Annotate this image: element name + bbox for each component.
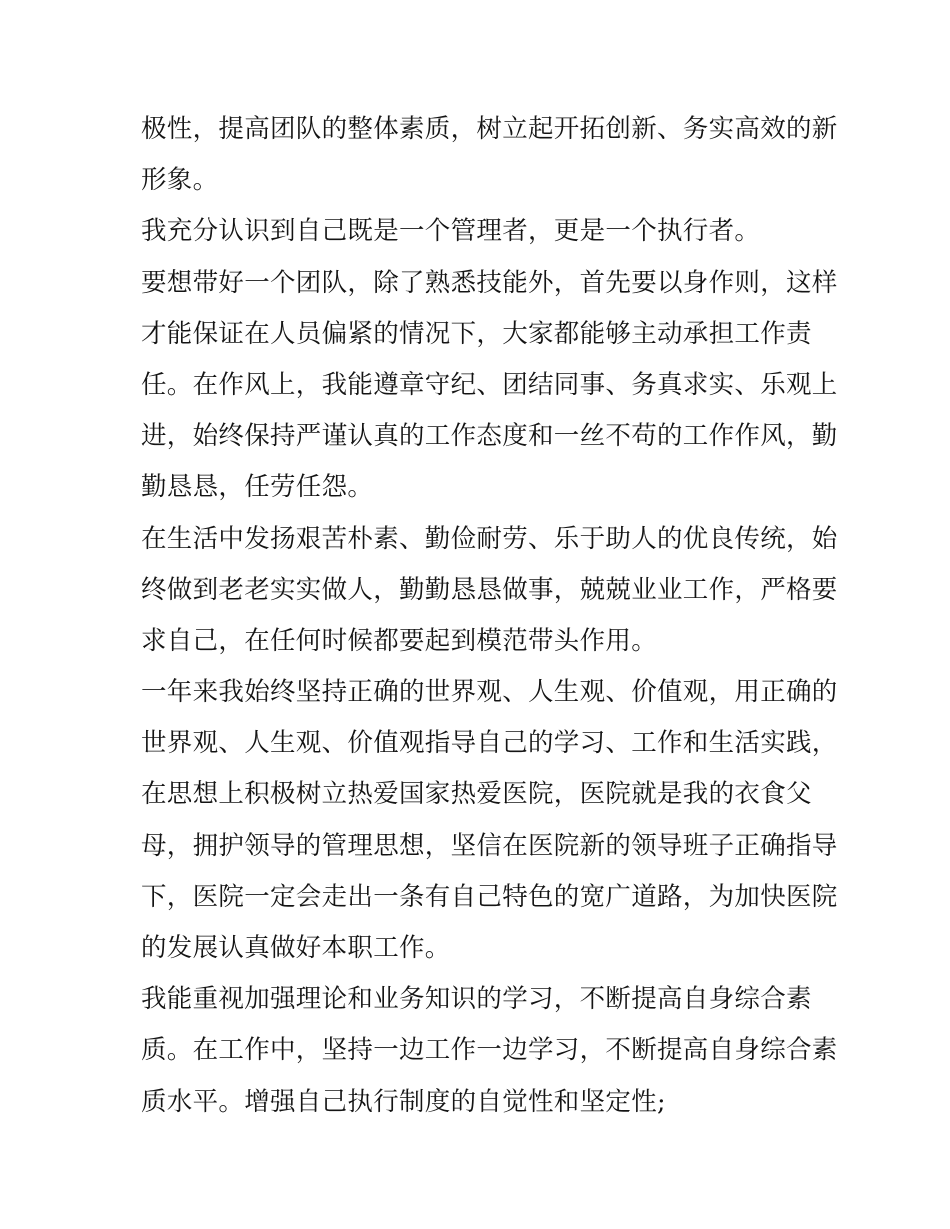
document-body: [141, 104, 838, 1128]
text-line: 形象。: [141, 165, 219, 196]
text-line: 一年来我始终坚持正确的世界观、人生观、价值观，用正确的: [141, 677, 838, 708]
text-line: 质水平。增强自己执行制度的自觉性和坚定性;: [141, 1086, 666, 1117]
text-line: 要想带好一个团队，除了熟悉技能外，首先要以身作则，这样: [141, 267, 838, 298]
text-line: 极性，提高团队的整体素质，树立起开拓创新、务实高效的新: [141, 114, 838, 144]
text-line: 勤恳恳，任劳任怨。: [141, 472, 374, 503]
text-line: 进，始终保持严谨认真的工作态度和一丝不苟的工作作风，勤: [141, 421, 838, 452]
text-line: 我能重视加强理论和业务知识的学习，不断提高自身综合素: [141, 984, 812, 1015]
text-line: 世界观、人生观、价值观指导自己的学习、工作和生活实践，: [141, 728, 838, 759]
text-line: 质。在工作中，坚持一边工作一边学习，不断提高自身综合素: [141, 1035, 838, 1066]
text-line: 的发展认真做好本职工作。: [141, 933, 451, 963]
text-line: 在生活中发扬艰苦朴素、勤俭耐劳、乐于助人的优良传统，始: [141, 523, 838, 554]
text-line: 求自己，在任何时候都要起到模范带头作用。: [141, 625, 658, 656]
text-line: 我充分认识到自己既是一个管理者，更是一个执行者。: [141, 216, 761, 247]
text-line: 任。在作风上，我能遵章守纪、团结同事、务真求实、乐观上: [141, 369, 838, 400]
text-line: 在思想上积极树立热爱国家热爱医院，医院就是我的衣食父: [141, 779, 812, 810]
text-line: 母，拥护领导的管理思想，坚信在医院新的领导班子正确指导: [141, 830, 838, 861]
text-line: 才能保证在人员偏紧的情况下，大家都能够主动承担工作责: [141, 318, 812, 349]
text-line: 下，医院一定会走出一条有自己特色的宽广道路，为加快医院: [141, 881, 838, 912]
text-line: 终做到老老实实做人，勤勤恳恳做事，兢兢业业工作，严格要: [141, 574, 838, 605]
